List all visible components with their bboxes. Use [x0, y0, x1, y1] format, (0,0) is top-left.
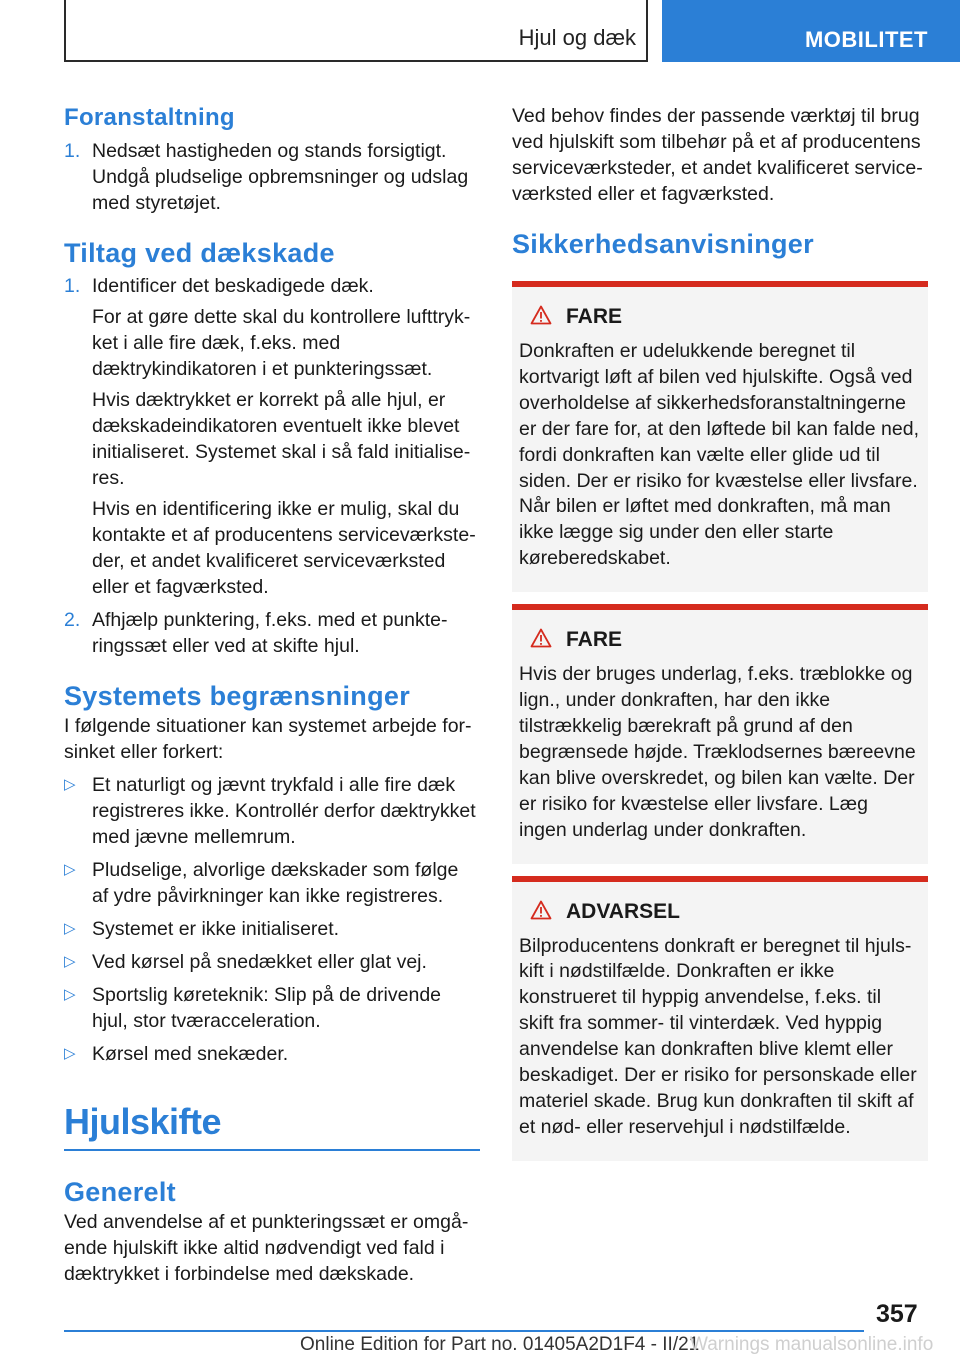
step-subtext: Hvis en identificering ikke er mulig, skal du kontakte et af producentens serviceværksteder, et andet kvalificeret serviceværksted eller et fagværksted. [92, 498, 476, 598]
list-item [64, 916, 480, 942]
chapter-title-hjulskifte: Hjulskifte [64, 1101, 222, 1142]
heading-systemets-begraensninger: Systemets begrænsninger [64, 681, 411, 711]
step-text: Identificer det beskadigede dæk. [92, 275, 374, 297]
bullet-marker-icon: ▷ [64, 1045, 76, 1062]
footer-watermark: Warnings manualsonline.info [690, 1334, 934, 1355]
list-item [64, 772, 480, 850]
step-item [64, 607, 480, 659]
list-item-text: Kørsel med snekæder. [92, 1043, 289, 1065]
list-item [64, 949, 480, 975]
warning-text: Bilproducentens donkraft er beregnet til hjulskift i nødstilfælde. Donkraften er ikke konstrueret til hyppig anvendelse, f.eks. til skift fra sommer- til vinterdæk. Ved hyppig anvendelse kan donkraften blive klemt eller beskadiget. Der er risiko for personskade eller materiel skade. Brug kun donkraften til skift af et nød- eller reservehjul i nødstilfælde. [519, 934, 917, 1138]
left-column [64, 100, 480, 1287]
step-item [64, 138, 480, 216]
footer-edition: Online Edition for Part no. 01405A2D1F4 - II/21 [300, 1334, 700, 1355]
heading-foranstaltning: Foranstaltning [64, 104, 235, 131]
bullet-marker-icon: ▷ [64, 986, 76, 1003]
header-chapter-box [662, 0, 960, 62]
step-subtext: Hvis dæktrykket er korrekt på alle hjul, er dækskadeindikatoren eventuelt ikke blevet initialiseret. Systemet skal i så fald initialiseres. [92, 389, 471, 489]
warning-title [528, 626, 920, 654]
step-subtext: For at gøre dette skal du kontrollere lufttrykket i alle fire dæk, f.eks. med dæktrykindikatoren i et punkteringssæt. [92, 306, 471, 380]
list-item [64, 982, 480, 1034]
heading-generelt: Generelt [64, 1177, 176, 1207]
warning-title [528, 898, 920, 926]
heading-tiltag: Tiltag ved dækskade [64, 238, 335, 268]
warning-title [528, 303, 920, 331]
heading-sikkerhedsanvisninger: Sikkerhedsanvisninger [512, 229, 814, 259]
warning-box [512, 876, 928, 1161]
step-text: Nedsæt hastigheden og stands forsigtigt. Undgå pludselige opbremsninger og udslag med styretøjet. [92, 140, 469, 214]
limitations-intro: I følgende situationer kan systemet arbejde forsinket eller forkert: [64, 715, 472, 763]
header-chapter-title: MOBILITET [804, 27, 928, 52]
list-item-text: Sportslig køreteknik: Slip på de drivende hjul, stor tværacceleration. [92, 984, 442, 1032]
tools-intro: Ved behov findes der passende værktøj til brug ved hjulskift som tilbehør på et af producentens serviceværksteder, et andet kvalificeret serviceværksted eller et fagværksted. [512, 105, 923, 205]
bullet-marker-icon: ▷ [64, 776, 76, 793]
step-number: 1. [64, 140, 81, 162]
warning-text: Hvis der bruges underlag, f.eks. træblokke og lign., under donkraften, har den ikke tilstrækkelig bærekraft på grund af den begrænsede højde. Træklodsernes bæreevne kan blive overskredet, og bilen kan vælte. Der er risiko for kvæstelse eller livsfare. Læg ingen underlag under donkraften. [519, 663, 916, 841]
warning-label: FARE [566, 628, 623, 652]
generelt-text: Ved anvendelse af et punkteringssæt er omgående hjulskift ikke altid nødvendigt ved fald i dæktrykket i forbindelse med dækskade. [64, 1211, 469, 1285]
footer-rule [64, 1330, 864, 1332]
header-section-title: Hjul og dæk [518, 25, 636, 50]
warning-box [512, 281, 928, 592]
page-number: 357 [876, 1300, 918, 1328]
warning-label: ADVARSEL [566, 899, 680, 923]
warning-triangle-icon [530, 628, 552, 648]
step-number: 2. [64, 609, 81, 631]
list-item-text: Pludselige, alvorlige dækskader som følge af ydre påvirkninger kan ikke registreres. [92, 859, 459, 907]
list-item-text: Et naturligt og jævnt trykfald i alle fire dæk registreres ikke. Kontrollér derfor dæktrykket med jævne mellemrum. [92, 774, 476, 848]
warning-triangle-icon [530, 305, 552, 325]
chapter-title-rule [64, 1149, 480, 1151]
step-text: Afhjælp punktering, f.eks. med et punkteringssæt eller ved at skifte hjul. [92, 609, 448, 657]
list-item-text: Systemet er ikke initialiseret. [92, 918, 340, 940]
list-item-text: Ved kørsel på snedækket eller glat vej. [92, 951, 427, 973]
warning-text: Donkraften er udelukkende beregnet til kortvarigt løft af bilen ved hjulskifte. Også ved overholdelse af sikkerhedsforanstaltningerne er der fare for, at den løftede bil kan falde ned, fordi donkraften kan vælte eller glide ud til siden. Der er risiko for kvæstelse eller livsfare. Når bilen er løftet med donkraften, må man ikke lægge sig under den eller starte køreberedskabet. [519, 340, 919, 570]
warning-triangle-icon [530, 900, 552, 920]
warning-box [512, 604, 928, 863]
list-item [64, 1041, 480, 1067]
warning-label: FARE [566, 305, 623, 328]
bullet-marker-icon: ▷ [64, 920, 76, 937]
bullet-marker-icon: ▷ [64, 953, 76, 970]
bullet-marker-icon: ▷ [64, 861, 76, 878]
step-number: 1. [64, 275, 81, 297]
list-item [64, 857, 480, 909]
header-section-box [64, 0, 648, 62]
step-item [64, 273, 480, 600]
right-column [512, 100, 928, 1161]
